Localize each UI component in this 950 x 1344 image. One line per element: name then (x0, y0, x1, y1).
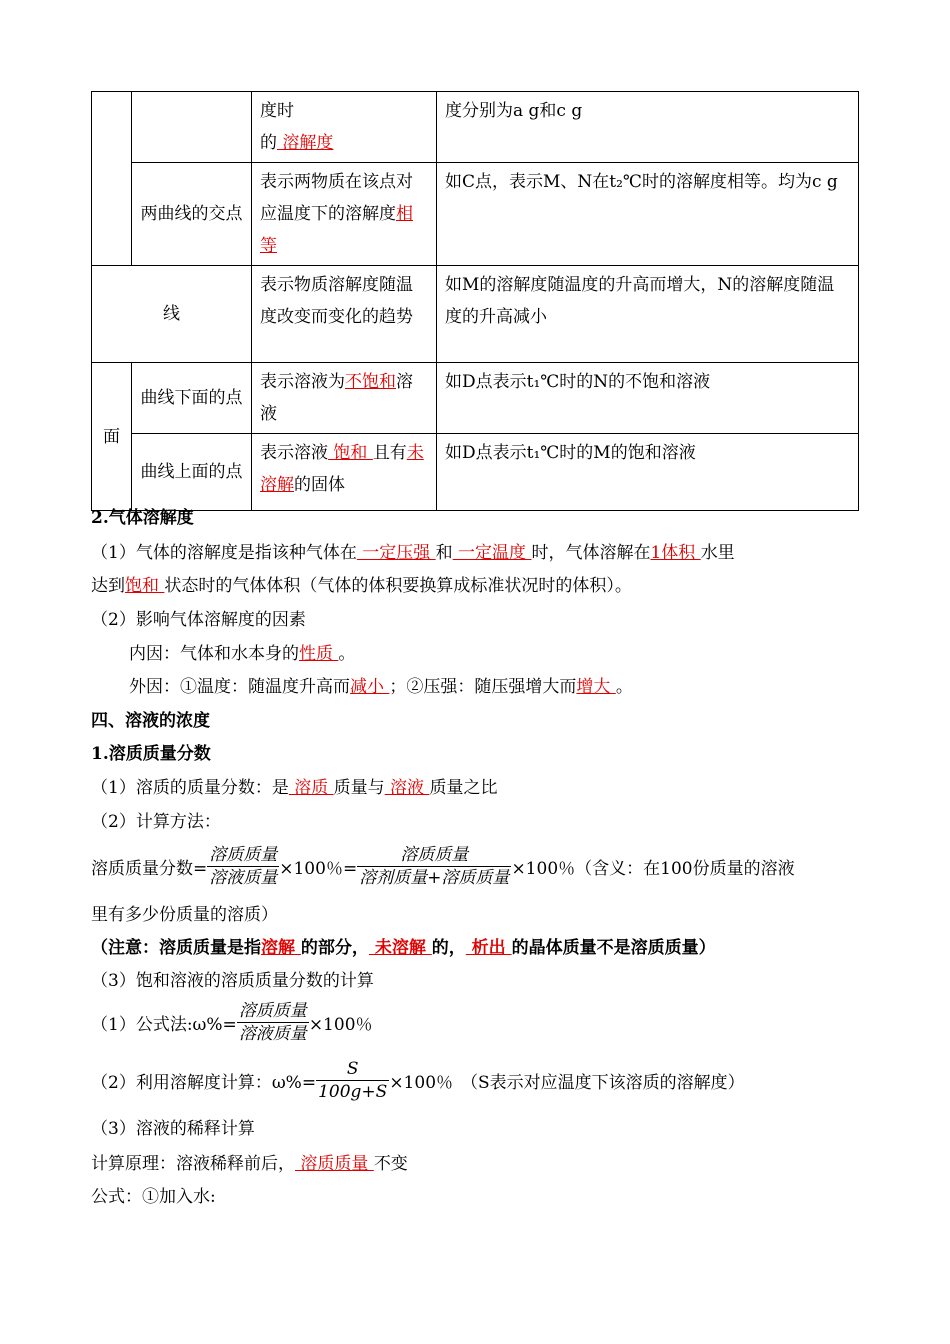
table-cell-label (132, 92, 252, 163)
formula-solubility: （2）利用溶解度计算：ω%= $\frac{S}{100g+S}$ ×100％ （S表示对应温度下该溶质的溶解度） (91, 1059, 745, 1102)
table-cell-label: 线 (92, 266, 252, 363)
fraction: $\frac{S}{100g+S}$ (318, 1059, 388, 1102)
table-row (92, 266, 859, 363)
section-heading: 2.气体溶解度 (91, 508, 194, 528)
table-cell-example: 如C点，表示M、N在t₂℃时的溶解度相等。均为c g (437, 163, 859, 266)
formula-mass-fraction: 溶质质量分数= $\frac{\text{溶质质量}}{\text{溶液质量}}$ ×100％= $\frac{\text{溶质质量}}{\text{溶剂质量+溶质质量}}$ ×100％（含义：在100份质量的溶液 (91, 845, 795, 888)
paragraph: （2）影响气体溶解度的因素 (91, 610, 306, 630)
table-cell-example: 度分别为a g和c g (437, 92, 859, 163)
paragraph: 里有多少份质量的溶质） (91, 905, 278, 925)
table-cell-label: 曲线下面的点 (132, 363, 252, 434)
section-heading: 四、溶液的浓度 (91, 711, 210, 731)
fraction: $\frac{\text{溶质质量}}{\text{溶剂质量+溶质质量}}$ (359, 845, 510, 888)
table-cell-desc: 度时 的 溶解度 (252, 92, 437, 163)
table-cell-desc: 表示两物质在该点对应温度下的溶解度相等 (252, 163, 437, 266)
table-cell-example: 如D点表示t₁℃时的N的不饱和溶液 (437, 363, 859, 434)
paragraph: 外因：①温度：随温度升高而减小 ；②压强：随压强增大而增大 。 (129, 677, 633, 697)
solubility-curve-table (91, 91, 859, 511)
table-row (92, 163, 859, 266)
paragraph: （2）计算方法： (91, 812, 221, 832)
note: （注意：溶质质量是指溶解 的部分， 未溶解 的， 析出 的晶体质量不是溶质质量） (91, 938, 716, 958)
paragraph: （3）溶液的稀释计算 (91, 1119, 255, 1139)
fraction: $\frac{\text{溶质质量}}{\text{溶液质量}}$ (238, 1001, 307, 1044)
table-cell-point-group (92, 92, 132, 266)
paragraph: （1）溶质的质量分数：是 溶质 质量与 溶液 质量之比 (91, 778, 498, 798)
table-cell-label: 两曲线的交点 (132, 163, 252, 266)
paragraph: 内因：气体和水本身的性质 。 (129, 644, 356, 664)
fraction: $\frac{\text{溶质质量}}{\text{溶液质量}}$ (209, 845, 278, 888)
table-row (92, 92, 859, 163)
table-row (92, 363, 859, 434)
section-subheading: 1.溶质质量分数 (91, 744, 211, 764)
table-cell-group: 面 (92, 363, 132, 511)
table-cell-desc: 表示溶液 饱和 且有未溶解的固体 (252, 434, 437, 511)
table-row (92, 434, 859, 511)
paragraph: （1）气体的溶解度是指该种气体在 一定压强 和 一定温度 时，气体溶解在1体积 水里 (91, 543, 735, 563)
table-cell-example: 如D点表示t₁℃时的M的饱和溶液 (437, 434, 859, 511)
paragraph: 公式：①加入水: (91, 1187, 216, 1207)
formula-method: （1）公式法:ω%= $\frac{\text{溶质质量}}{\text{溶液质量}}$ ×100％ (91, 1001, 373, 1044)
table-cell-desc: 表示溶液为不饱和溶液 (252, 363, 437, 434)
table-cell-label: 曲线上面的点 (132, 434, 252, 511)
table-cell-example: 如M的溶解度随温度的升高而增大，N的溶解度随温度的升高减小 (437, 266, 859, 363)
paragraph: 达到饱和 状态时的气体体积（气体的体积要换算成标准状况时的体积）。 (91, 576, 632, 596)
table-cell-desc: 表示物质溶解度随温度改变而变化的趋势 (252, 266, 437, 363)
paragraph: （3）饱和溶液的溶质质量分数的计算 (91, 971, 374, 991)
paragraph: 计算原理：溶液稀释前后， 溶质质量 不变 (91, 1154, 408, 1174)
